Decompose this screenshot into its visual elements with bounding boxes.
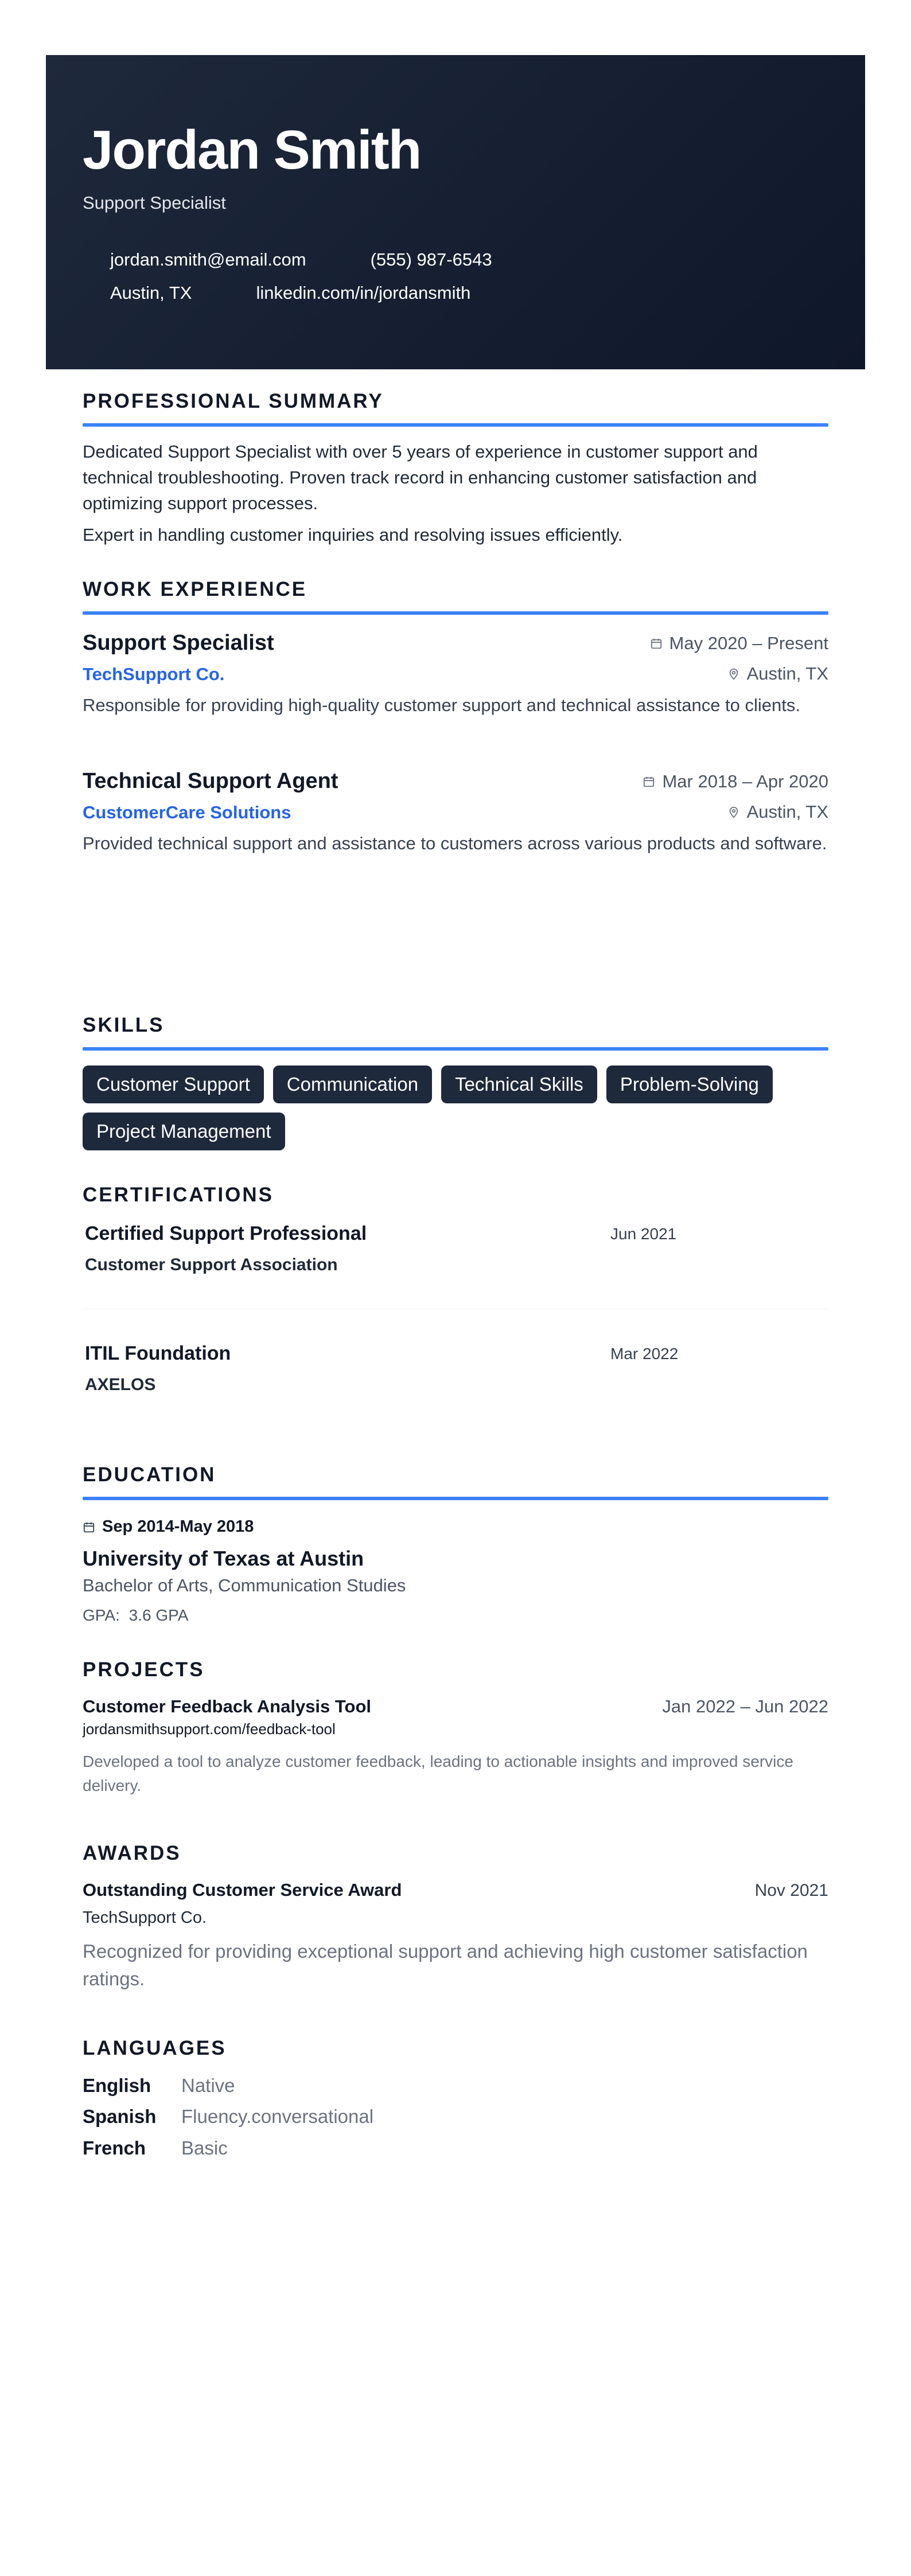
education-dates bbox=[83, 1517, 254, 1536]
skill-chip: Communication bbox=[273, 1065, 432, 1103]
map-pin-icon bbox=[727, 668, 740, 680]
certifications-section bbox=[83, 1184, 828, 1411]
job-dates bbox=[643, 771, 828, 792]
language-level: Fluency.conversational bbox=[181, 2106, 374, 2128]
job-company[interactable]: CustomerCare Solutions bbox=[83, 802, 291, 822]
linkedin-text: linkedin.com/in/jordansmith bbox=[256, 283, 471, 303]
award-org: TechSupport Co. bbox=[83, 1908, 207, 1927]
job-location-text: Austin, TX bbox=[746, 663, 828, 684]
contact-phone[interactable] bbox=[343, 243, 492, 276]
job-entry bbox=[83, 769, 828, 857]
experience-section bbox=[83, 578, 828, 857]
certification-name: ITIL Foundation bbox=[85, 1342, 231, 1364]
education-gpa bbox=[83, 1606, 828, 1625]
map-pin-icon bbox=[727, 806, 740, 818]
language-row bbox=[83, 2101, 828, 2132]
gpa-value: 3.6 GPA bbox=[129, 1606, 189, 1624]
email-icon bbox=[83, 252, 99, 268]
job-location bbox=[727, 802, 828, 822]
location-text: Austin, TX bbox=[110, 283, 192, 303]
skills-list bbox=[83, 1065, 828, 1160]
project-name: Customer Feedback Analysis Tool bbox=[83, 1696, 372, 1716]
summary-paragraph-1: Dedicated Support Specialist with over 5 years of experience in customer support and technical troubleshooting. Proven track record in enhancing customer satisfaction and optimizing support processes. bbox=[83, 442, 758, 513]
job-title: Support Specialist bbox=[83, 631, 274, 655]
summary-section bbox=[83, 390, 828, 548]
summary-paragraph-2: Expert in handling customer inquiries and resolving issues efficiently. bbox=[83, 524, 623, 545]
resume-paper bbox=[46, 55, 865, 2521]
job-entry bbox=[83, 631, 828, 719]
education-dates-text: Sep 2014-May 2018 bbox=[102, 1517, 254, 1536]
contact-location bbox=[83, 276, 192, 310]
section-title-skills: SKILLS bbox=[83, 1014, 165, 1036]
contact-info bbox=[83, 243, 656, 310]
education-degree: Bachelor of Arts, Communication Studies bbox=[83, 1575, 406, 1595]
section-rule bbox=[83, 611, 828, 615]
phone-icon bbox=[343, 252, 359, 268]
certification-name: Certified Support Professional bbox=[85, 1223, 367, 1244]
award-date: Nov 2021 bbox=[754, 1881, 828, 1900]
language-name: Spanish bbox=[83, 2106, 157, 2128]
resume-header bbox=[46, 55, 865, 369]
section-title-awards: AWARDS bbox=[83, 1842, 181, 1864]
calendar-icon bbox=[83, 1521, 95, 1533]
location-icon bbox=[83, 285, 99, 301]
linkedin-icon bbox=[228, 285, 244, 301]
certification-entry bbox=[83, 1342, 828, 1411]
calendar-icon bbox=[650, 637, 663, 650]
projects-section bbox=[83, 1658, 828, 1798]
award-entry bbox=[83, 1880, 828, 1993]
languages-section bbox=[83, 2037, 828, 2164]
project-dates: Jan 2022 – Jun 2022 bbox=[662, 1696, 828, 1716]
section-title-projects: PROJECTS bbox=[83, 1658, 205, 1681]
language-name: English bbox=[83, 2075, 151, 2096]
phone-text: (555) 987-6543 bbox=[370, 249, 492, 270]
candidate-name: Jordan Smith bbox=[83, 119, 421, 181]
section-rule bbox=[83, 1047, 828, 1051]
skill-chip: Customer Support bbox=[83, 1065, 264, 1103]
contact-linkedin[interactable] bbox=[228, 276, 470, 310]
award-name: Outstanding Customer Service Award bbox=[83, 1880, 402, 1900]
candidate-role: Support Specialist bbox=[83, 193, 226, 213]
section-title-languages: LANGUAGES bbox=[83, 2037, 227, 2059]
job-dates-text: May 2020 – Present bbox=[669, 633, 828, 653]
award-description: Recognized for providing exceptional support and achieving high customer satisfaction ratings. bbox=[83, 1941, 808, 1989]
certification-date: Jun 2021 bbox=[610, 1225, 677, 1243]
skill-chip: Problem-Solving bbox=[606, 1065, 773, 1103]
gpa-label: GPA: bbox=[83, 1606, 120, 1624]
education-section bbox=[83, 1463, 828, 1625]
section-title-summary: PROFESSIONAL SUMMARY bbox=[83, 390, 384, 412]
project-description: Developed a tool to analyze customer feedback, leading to actionable insights and improved service delivery. bbox=[83, 1753, 793, 1794]
language-level: Basic bbox=[181, 2137, 228, 2159]
language-row bbox=[83, 2133, 828, 2164]
certification-date: Mar 2022 bbox=[610, 1345, 679, 1363]
certification-org: AXELOS bbox=[85, 1375, 156, 1394]
job-location bbox=[727, 663, 828, 684]
skill-chip: Technical Skills bbox=[441, 1065, 597, 1103]
section-title-experience: WORK EXPERIENCE bbox=[83, 578, 307, 600]
certification-org: Customer Support Association bbox=[85, 1255, 338, 1274]
contact-email[interactable] bbox=[83, 243, 306, 276]
job-description: Provided technical support and assistance to customers across various products and software. bbox=[83, 833, 827, 853]
job-dates-text: Mar 2018 – Apr 2020 bbox=[662, 771, 828, 791]
job-description: Responsible for providing high-quality customer support and technical assistance to clients. bbox=[83, 695, 801, 715]
skill-chip: Project Management bbox=[83, 1113, 285, 1150]
job-location-text: Austin, TX bbox=[746, 801, 828, 822]
languages-list bbox=[83, 2070, 828, 2164]
language-row bbox=[83, 2070, 828, 2101]
language-level: Native bbox=[181, 2075, 235, 2096]
certification-entry bbox=[83, 1223, 828, 1303]
section-title-education: EDUCATION bbox=[83, 1463, 216, 1486]
section-rule bbox=[83, 423, 828, 427]
skills-section bbox=[83, 1014, 828, 1160]
project-entry bbox=[83, 1696, 828, 1798]
job-title: Technical Support Agent bbox=[83, 768, 338, 793]
job-company[interactable]: TechSupport Co. bbox=[83, 664, 225, 684]
awards-section bbox=[83, 1842, 828, 1993]
email-text: jordan.smith@email.com bbox=[110, 249, 306, 270]
job-dates bbox=[650, 633, 828, 654]
education-school: University of Texas at Austin bbox=[83, 1547, 364, 1570]
section-title-certifications: CERTIFICATIONS bbox=[83, 1184, 274, 1206]
language-name: French bbox=[83, 2137, 146, 2159]
calendar-icon bbox=[643, 775, 655, 788]
project-url[interactable]: jordansmithsupport.com/feedback-tool bbox=[83, 1720, 336, 1738]
section-rule bbox=[83, 1497, 828, 1500]
